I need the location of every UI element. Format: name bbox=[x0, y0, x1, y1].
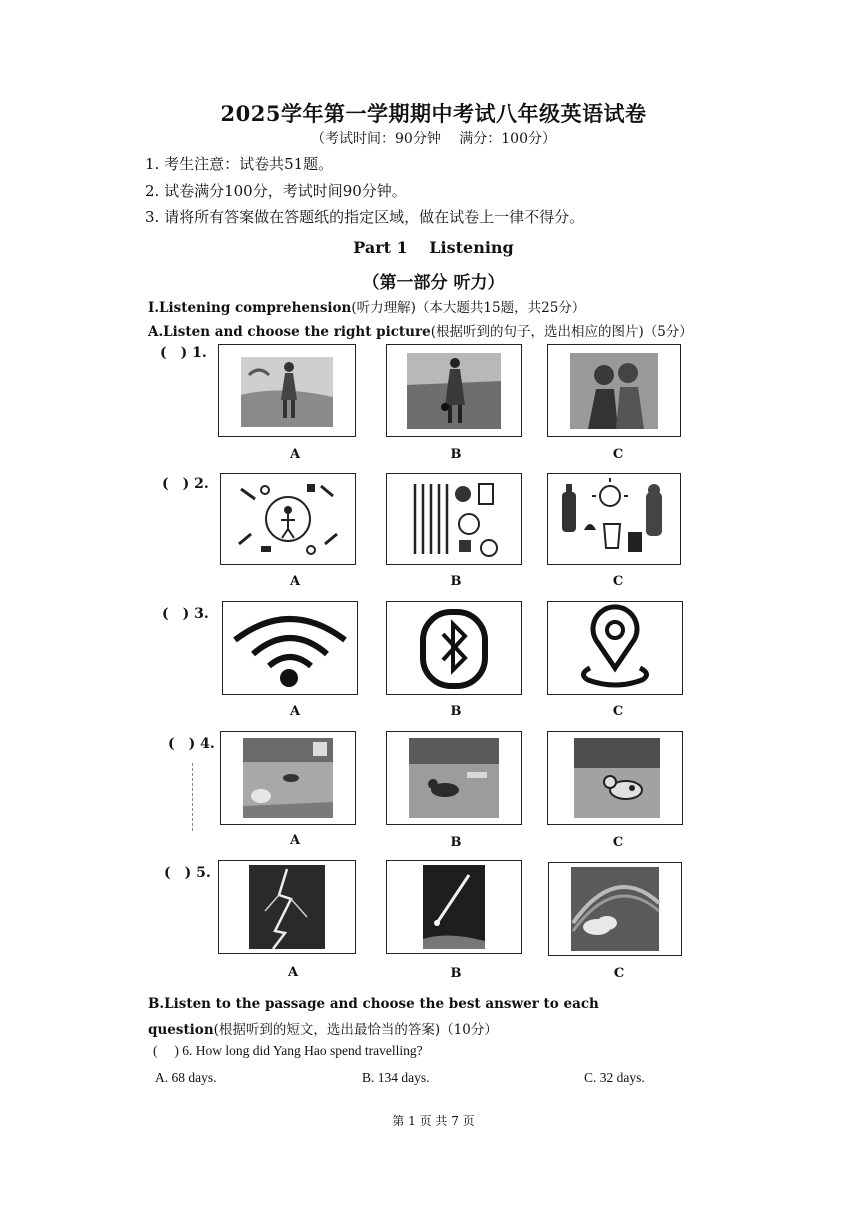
q1-picture-b[interactable] bbox=[386, 344, 522, 437]
section-b-line1: B.Listen to the passage and choose the best answer to each bbox=[148, 996, 599, 1012]
section-b-line2 bbox=[148, 1018, 498, 1038]
animals-yard-image bbox=[221, 732, 355, 824]
section-b-line2-cn: (根据听到的短文，选出最恰当的答案)（10分） bbox=[213, 1022, 498, 1038]
exam-title: 2025学年第一学期期中考试八年级英语试卷 bbox=[220, 101, 647, 126]
q2-picture-a[interactable] bbox=[220, 473, 356, 565]
bluetooth-icon bbox=[387, 602, 521, 694]
exam-subtitle: （考试时间：90分钟 满分：100分） bbox=[311, 131, 556, 147]
q5-label-b: B bbox=[450, 966, 462, 981]
wifi-icon bbox=[223, 602, 357, 694]
q2-picture-c[interactable] bbox=[547, 473, 681, 565]
q5-picture-c[interactable] bbox=[548, 862, 682, 956]
section-a-heading bbox=[148, 320, 693, 340]
question-6-option-a[interactable]: A. 68 days. bbox=[155, 1070, 217, 1085]
q3-label-c: C bbox=[612, 704, 624, 719]
q3-label-b: B bbox=[450, 704, 462, 719]
person-walking-field-image bbox=[387, 345, 521, 436]
question-2-number: ( ) 2. bbox=[162, 476, 209, 492]
part-title-en: Part 1 Listening bbox=[353, 238, 514, 257]
q1-label-c: C bbox=[612, 447, 624, 462]
q4-picture-c[interactable] bbox=[547, 731, 683, 825]
section-a-cn: (根据听到的句子，选出相应的图片)（5分） bbox=[430, 324, 693, 340]
q4-label-b: B bbox=[450, 835, 462, 850]
question-6-option-c[interactable]: C. 32 days. bbox=[584, 1070, 645, 1085]
q3-label-a: A bbox=[289, 704, 301, 719]
question-5-number: ( ) 5. bbox=[164, 865, 211, 881]
tools-icons-image bbox=[221, 474, 355, 564]
section-i-en: I.Listening comprehension bbox=[148, 300, 352, 316]
section-a-en: A.Listen and choose the right picture bbox=[148, 324, 431, 340]
q3-picture-c[interactable] bbox=[547, 601, 683, 695]
rainbow-cloud-image bbox=[549, 863, 681, 955]
q3-picture-a[interactable] bbox=[222, 601, 358, 695]
q2-label-b: B bbox=[450, 574, 462, 589]
q5-picture-b[interactable] bbox=[386, 860, 522, 954]
part-title-cn: （第一部分 听力） bbox=[362, 273, 505, 293]
question-4-number: ( ) 4. bbox=[168, 736, 215, 752]
q5-label-a: A bbox=[287, 965, 299, 980]
q2-picture-b[interactable] bbox=[386, 473, 522, 565]
q4-picture-b[interactable] bbox=[386, 731, 522, 825]
dog-running-image bbox=[387, 732, 521, 824]
q5-picture-a[interactable] bbox=[218, 860, 356, 954]
shooting-star-image bbox=[387, 861, 521, 953]
note-2: 2. 试卷满分100分，考试时间90分钟。 bbox=[145, 182, 407, 200]
q2-label-c: C bbox=[612, 574, 624, 589]
kitchen-utensils-image bbox=[387, 474, 521, 564]
dog-playing-image bbox=[548, 732, 682, 824]
q4-label-a: A bbox=[289, 833, 301, 848]
question-6-option-b[interactable]: B. 134 days. bbox=[362, 1070, 430, 1085]
q1-picture-c[interactable] bbox=[547, 344, 681, 437]
q1-label-a: A bbox=[289, 447, 301, 462]
lightning-image bbox=[219, 861, 355, 953]
q4-picture-a[interactable] bbox=[220, 731, 356, 825]
q3-picture-b[interactable] bbox=[386, 601, 522, 695]
page-number: 第 1 页 共 7 页 bbox=[392, 1114, 475, 1128]
note-1: 1. 考生注意：试卷共51题。 bbox=[145, 155, 334, 173]
q1-picture-a[interactable] bbox=[218, 344, 356, 437]
section-i-cn: (听力理解)（本大题共15题，共25分） bbox=[351, 300, 586, 316]
margin-mark bbox=[192, 763, 193, 831]
section-i-heading bbox=[148, 296, 585, 316]
q2-label-a: A bbox=[289, 574, 301, 589]
people-close-up-image bbox=[548, 345, 680, 436]
q5-label-c: C bbox=[613, 966, 625, 981]
question-3-number: ( ) 3. bbox=[162, 606, 209, 622]
note-3: 3. 请将所有答案做在答题纸的指定区域，做在试卷上一律不得分。 bbox=[145, 208, 585, 226]
q4-label-c: C bbox=[612, 835, 624, 850]
location-pin-icon bbox=[548, 602, 682, 694]
question-1-number: ( ) 1. bbox=[160, 345, 207, 361]
fire-safety-icons-image bbox=[548, 474, 680, 564]
q1-label-b: B bbox=[450, 447, 462, 462]
question-6-stem: ( ) 6. How long did Yang Hao spend travelling? bbox=[153, 1043, 423, 1058]
person-carrying-water-image bbox=[219, 345, 355, 436]
section-b-line2-en: question bbox=[148, 1022, 214, 1038]
